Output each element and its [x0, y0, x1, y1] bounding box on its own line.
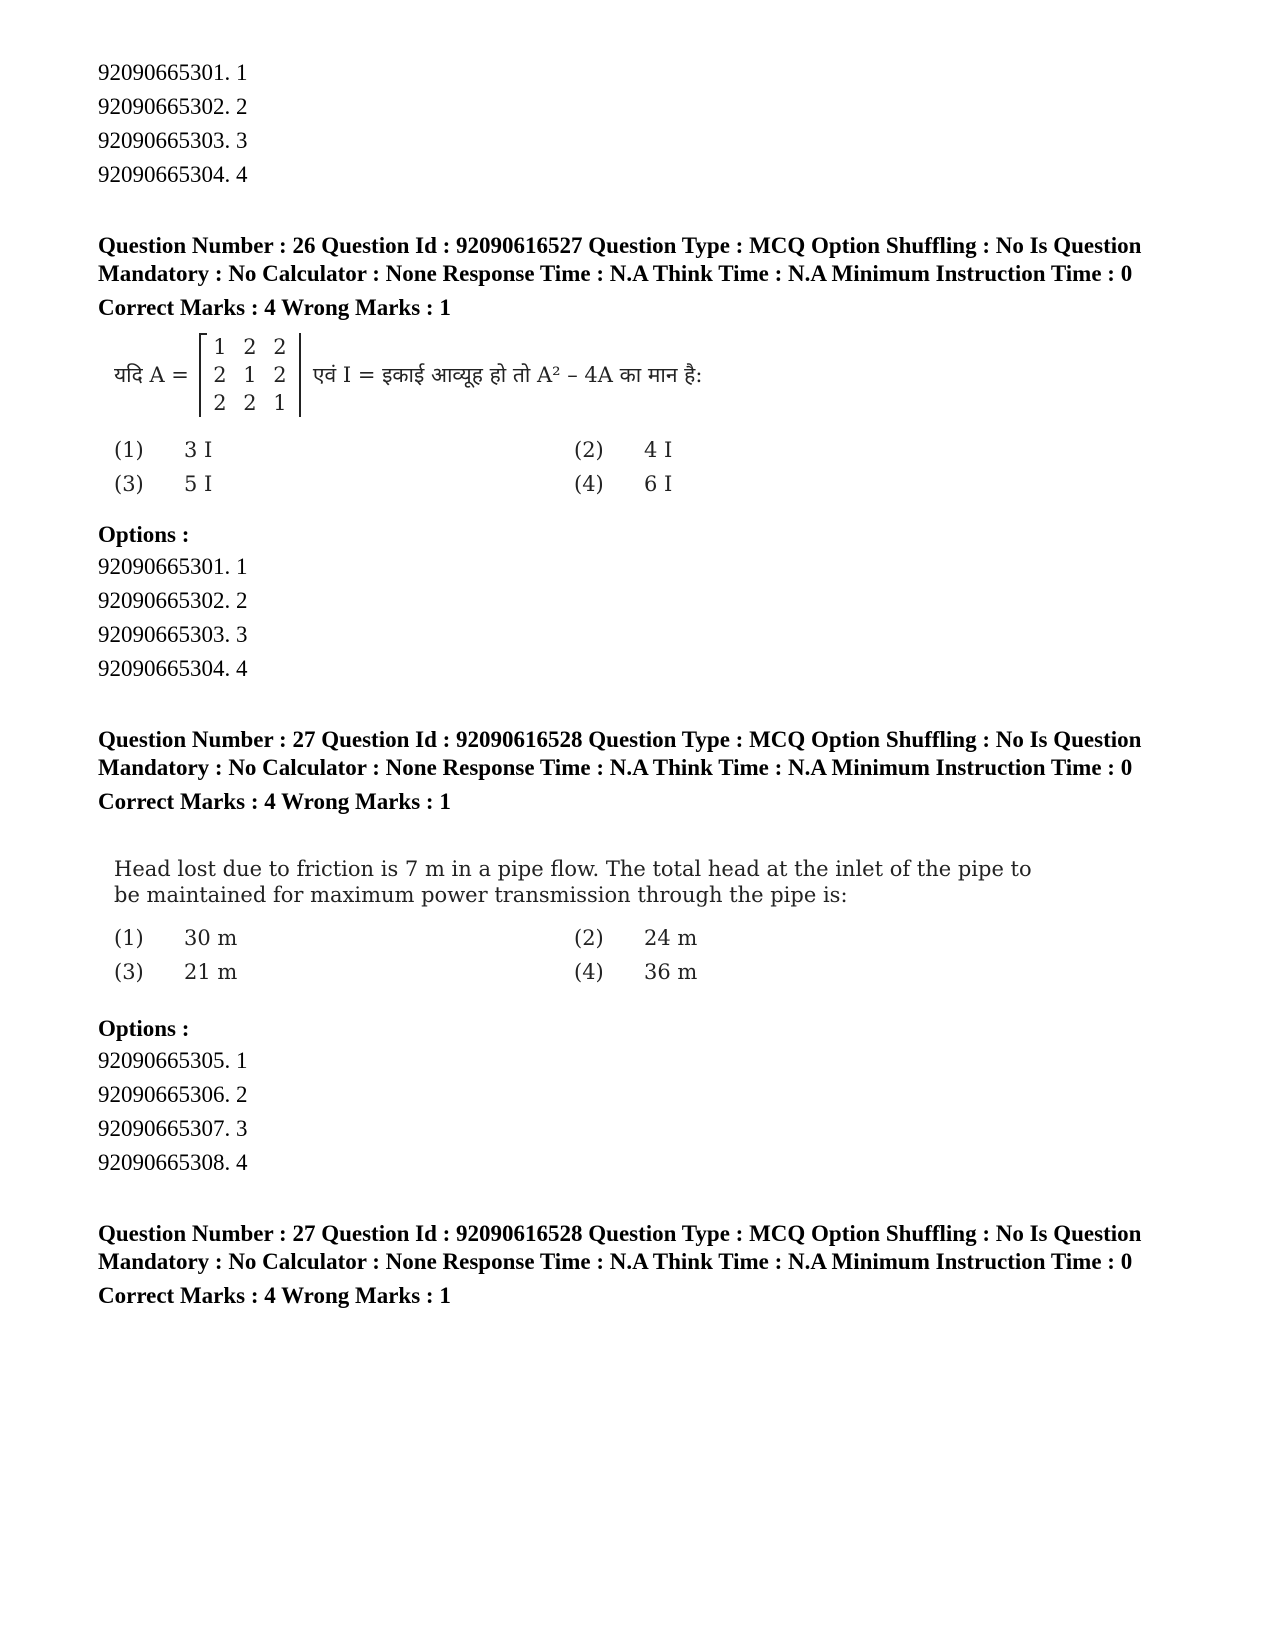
option-line: 92090665301. 1 [98, 60, 248, 85]
matrix-cell: 1 [243, 363, 257, 387]
choice-text: 4 I [644, 438, 673, 462]
choice-number: (3) [114, 960, 144, 984]
choice-3 [114, 960, 574, 984]
choice-number: (4) [574, 472, 604, 496]
answer-choices [114, 926, 1178, 984]
option-line: 92090665304. 4 [98, 162, 248, 187]
question-27-repeat [98, 1220, 1178, 1310]
choice-4 [574, 472, 874, 496]
question-stem: Head lost due to friction is 7 m in a pipe flow. The total head at the inlet of the pipe to be maintained for maximum power transmission through the pipe is: [114, 857, 1032, 907]
option-line: 92090665306. 2 [98, 1082, 248, 1107]
choice-text: 6 I [644, 472, 673, 496]
matrix-cell: 2 [243, 391, 257, 415]
option-line: 92090665301. 1 [98, 554, 248, 579]
option-line: 92090665302. 2 [98, 94, 248, 119]
stem-prefix: यदि A = [114, 363, 189, 387]
choice-number: (1) [114, 926, 144, 950]
option-line: 92090665307. 3 [98, 1116, 248, 1141]
options-label: Options : [98, 522, 190, 547]
choice-number: (4) [574, 960, 604, 984]
choice-2 [574, 926, 874, 950]
question-header: Question Number : 27 Question Id : 92090616528 Question Type : MCQ Option Shuffling : No Is Question Mandatory : No Calculator : None Response Time : N.A Think Time : N.A Minimum Instruction Time : 0 [98, 727, 1142, 780]
option-line: 92090665303. 3 [98, 622, 248, 647]
matrix-A [199, 333, 301, 417]
matrix-cell: 2 [213, 391, 227, 415]
matrix-cell: 1 [273, 391, 287, 415]
options-list [98, 1044, 1178, 1180]
option-line: 92090665304. 4 [98, 656, 248, 681]
question-stem-image [98, 330, 1178, 496]
stem-suffix: एवं I = इकाई आव्यूह हो तो A² – 4A का मान है: [312, 363, 703, 387]
option-line: 92090665305. 1 [98, 1048, 248, 1073]
answer-choices [114, 438, 1178, 496]
choice-number: (2) [574, 438, 604, 462]
option-line: 92090665302. 2 [98, 588, 248, 613]
question-header: Question Number : 26 Question Id : 92090616527 Question Type : MCQ Option Shuffling : No Is Question Mandatory : No Calculator : None Response Time : N.A Think Time : N.A Minimum Instruction Time : 0 [98, 233, 1142, 286]
choice-text: 21 m [184, 960, 238, 984]
choice-text: 36 m [644, 960, 698, 984]
choice-1 [114, 926, 574, 950]
choice-text: 24 m [644, 926, 698, 950]
question-marks: Correct Marks : 4 Wrong Marks : 1 [98, 1283, 451, 1308]
choice-number: (2) [574, 926, 604, 950]
question-marks: Correct Marks : 4 Wrong Marks : 1 [98, 295, 451, 320]
options-list [98, 550, 1178, 686]
option-line: 92090665303. 3 [98, 128, 248, 153]
choice-3 [114, 472, 574, 496]
choice-4 [574, 960, 874, 984]
choice-1 [114, 438, 574, 462]
choice-2 [574, 438, 874, 462]
option-line: 92090665308. 4 [98, 1150, 248, 1175]
question-27 [98, 726, 1178, 1180]
matrix-stem [114, 330, 1178, 420]
prev-options-list [98, 56, 1178, 192]
question-marks: Correct Marks : 4 Wrong Marks : 1 [98, 789, 451, 814]
choice-number: (1) [114, 438, 144, 462]
choice-text: 5 I [184, 472, 213, 496]
matrix-cell: 1 [213, 335, 227, 359]
document-page [98, 56, 1178, 1310]
question-header: Question Number : 27 Question Id : 92090616528 Question Type : MCQ Option Shuffling : No Is Question Mandatory : No Calculator : None Response Time : N.A Think Time : N.A Minimum Instruction Time : 0 [98, 1221, 1142, 1274]
choice-text: 3 I [184, 438, 213, 462]
choice-number: (3) [114, 472, 144, 496]
matrix-cell: 2 [213, 363, 227, 387]
matrix-cell: 2 [273, 363, 287, 387]
matrix-cell: 2 [243, 335, 257, 359]
matrix-cell: 2 [273, 335, 287, 359]
question-stem-image [98, 856, 1178, 984]
options-label: Options : [98, 1016, 190, 1041]
question-26 [98, 232, 1178, 686]
choice-text: 30 m [184, 926, 238, 950]
